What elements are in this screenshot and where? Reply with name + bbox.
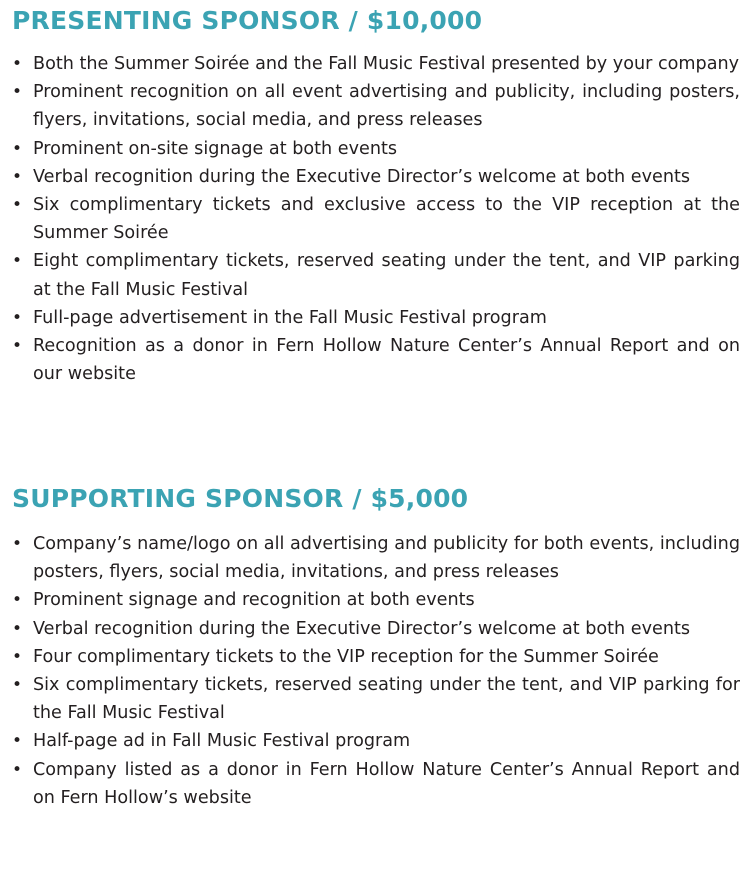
list-item	[12, 304, 740, 332]
list-item	[12, 247, 740, 303]
list-item	[12, 586, 740, 614]
supporting-sponsor-heading: SUPPORTING SPONSOR / $5,000	[12, 484, 469, 513]
list-item-text: Prominent signage and recognition at both events	[33, 590, 475, 611]
bullet-icon: •	[12, 54, 23, 74]
bullet-icon: •	[12, 138, 23, 159]
list-item-text: Half-page ad in Fall Music Festival program	[33, 731, 411, 752]
bullet-icon: •	[12, 195, 23, 216]
bullet-icon: •	[12, 534, 23, 554]
list-item-text: Four complimentary tickets to the VIP reception for the Summer Soirée	[33, 646, 659, 667]
presenting-sponsor-section	[12, 4, 740, 388]
list-item-text: Both the Summer Soirée and the Fall Music Festival presented by your company	[33, 54, 740, 74]
list-item	[12, 191, 740, 247]
supporting-sponsor-section	[12, 482, 740, 812]
list-item	[12, 756, 740, 812]
bullet-icon: •	[12, 646, 23, 667]
bullet-icon: •	[12, 336, 23, 357]
list-item-text: Company’s name/logo on all advertising and publicity for both events, including posters, flyers, social media, invitations, and press releases	[33, 534, 740, 583]
bullet-icon: •	[12, 590, 23, 611]
list-item-text: Eight complimentary tickets, reserved seating under the tent, and VIP parking at the Fall Music Festival	[33, 251, 740, 300]
list-item	[12, 727, 740, 755]
list-item	[12, 163, 740, 191]
list-item-text: Recognition as a donor in Fern Hollow Nature Center’s Annual Report and on our website	[33, 336, 740, 385]
list-item-text: Verbal recognition during the Executive Director’s welcome at both events	[33, 166, 691, 187]
list-item-text: Full-page advertisement in the Fall Music Festival program	[33, 307, 547, 328]
bullet-icon: •	[12, 759, 23, 780]
bullet-icon: •	[12, 307, 23, 328]
bullet-icon: •	[12, 675, 23, 696]
list-item	[12, 643, 740, 671]
bullet-icon: •	[12, 731, 23, 752]
list-item-text: Six complimentary tickets, reserved seating under the tent, and VIP parking for the Fall Music Festival	[33, 675, 740, 724]
list-item-text: Prominent recognition on all event advertising and publicity, including posters, flyers, invitations, social media, and press releases	[33, 82, 740, 131]
bullet-icon: •	[12, 251, 23, 272]
bullet-icon: •	[12, 82, 23, 103]
list-item-text: Prominent on-site signage at both events	[33, 138, 398, 159]
list-item	[12, 615, 740, 643]
list-item-text: Six complimentary tickets and exclusive access to the VIP reception at the Summer Soirée	[33, 195, 740, 244]
list-item-text: Company listed as a donor in Fern Hollow Nature Center’s Annual Report and on Fern Hollow’s website	[33, 759, 740, 808]
presenting-sponsor-benefits-list	[12, 50, 740, 388]
list-item	[12, 332, 740, 388]
list-item	[12, 135, 740, 163]
list-item	[12, 530, 740, 586]
presenting-sponsor-heading: PRESENTING SPONSOR / $10,000	[12, 6, 483, 35]
list-item	[12, 671, 740, 727]
list-item	[12, 50, 740, 78]
bullet-icon: •	[12, 166, 23, 187]
list-item-text: Verbal recognition during the Executive Director’s welcome at both events	[33, 618, 691, 639]
supporting-sponsor-benefits-list	[12, 530, 740, 812]
list-item	[12, 78, 740, 134]
bullet-icon: •	[12, 618, 23, 639]
